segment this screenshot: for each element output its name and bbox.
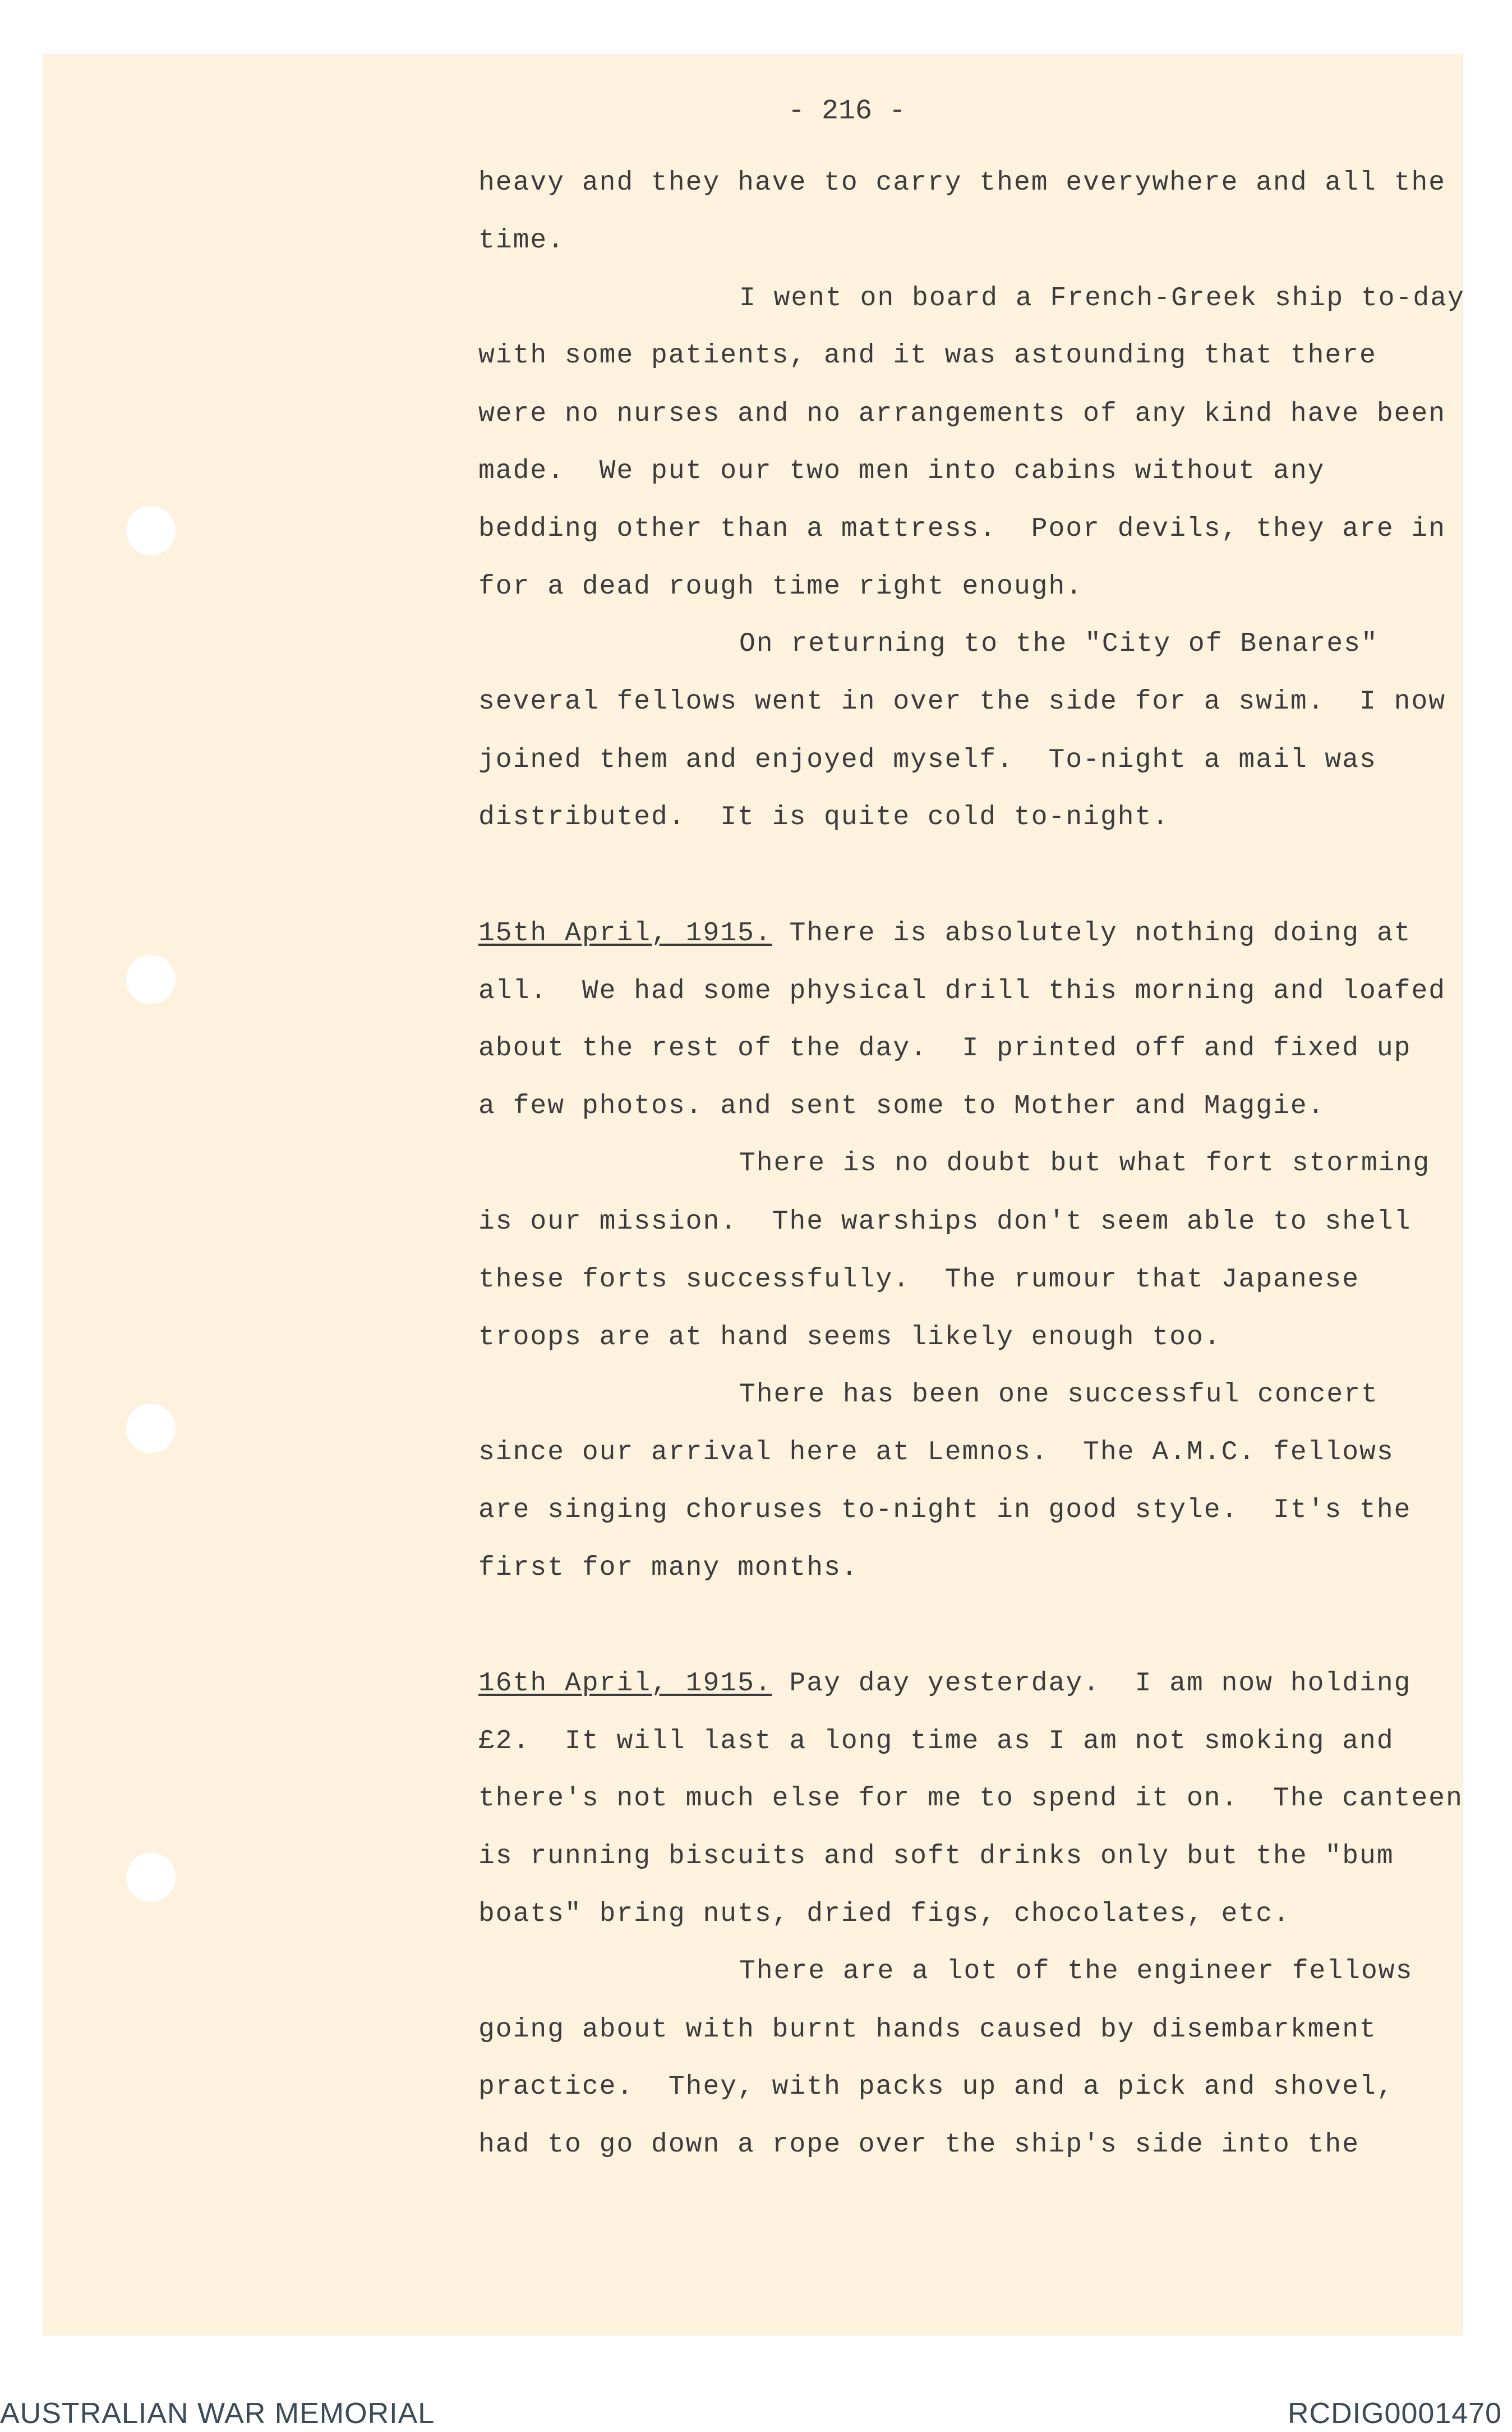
text-line: these forts successfully. The rumour that Japanese	[478, 1265, 1360, 1295]
text-line: about the rest of the day. I printed off and fixed up	[478, 1033, 1412, 1064]
text-line: £2. It will last a long time as I am not smoking and	[478, 1726, 1394, 1757]
text-line: first for many months.	[478, 1553, 859, 1583]
punch-hole	[126, 955, 176, 1004]
punch-hole	[126, 506, 176, 555]
text-line: is running biscuits and soft drinks only but the "bum	[478, 1841, 1394, 1872]
text-line: were no nurses and no arrangements of any kind have been	[478, 399, 1446, 429]
text-line: bedding other than a mattress. Poor devils, they are in	[478, 514, 1446, 544]
entry-date: 15th April, 1915.	[478, 918, 772, 949]
text-line: there's not much else for me to spend it on. The canteen	[478, 1783, 1463, 1814]
entry-text: There is absolutely nothing doing at	[772, 918, 1412, 949]
text-line: time.	[478, 226, 565, 256]
text-line: with some patients, and it was astounding that there	[478, 341, 1377, 371]
document-page	[43, 54, 1463, 2335]
text-line: joined them and enjoyed myself. To-night a mail was	[478, 745, 1377, 775]
diary-entry-16-april	[478, 1670, 1411, 1697]
text-line: There has been one successful concert	[739, 1380, 1379, 1410]
text-line: distributed. It is quite cold to-night.	[478, 802, 1170, 833]
text-line: had to go down a rope over the ship's side into the	[478, 2130, 1360, 2160]
footer-record-id: RCDIG0001470	[1288, 2397, 1502, 2430]
text-line: for a dead rough time right enough.	[478, 572, 1084, 602]
text-line: heavy and they have to carry them everywhere and all the	[478, 168, 1446, 198]
text-line: a few photos. and sent some to Mother and Maggie.	[478, 1091, 1325, 1121]
text-line: practice. They, with packs up and a pick and shovel,	[478, 2072, 1394, 2102]
entry-date: 16th April, 1915.	[478, 1668, 772, 1699]
text-line: all. We had some physical drill this morning and loafed	[478, 976, 1446, 1006]
punch-hole	[126, 1404, 176, 1453]
text-line: are singing choruses to-night in good style. It's the	[478, 1495, 1412, 1525]
text-line: made. We put our two men into cabins without any	[478, 456, 1325, 486]
text-line: I went on board a French-Greek ship to-day	[739, 283, 1465, 314]
text-line: since our arrival here at Lemnos. The A.M.C. fellows	[478, 1437, 1394, 1468]
entry-text: Pay day yesterday. I am now holding	[772, 1668, 1412, 1699]
text-line: There is no doubt but what fort storming	[739, 1148, 1431, 1179]
text-line: going about with burnt hands caused by disembarkment	[478, 2015, 1377, 2045]
text-line: troops are at hand seems likely enough too.	[478, 1322, 1221, 1353]
page-number: - 216 -	[788, 95, 906, 127]
diary-entry-15-april	[478, 920, 1411, 947]
text-line: There are a lot of the engineer fellows	[739, 1956, 1413, 1987]
text-line: On returning to the "City of Benares"	[739, 629, 1379, 659]
text-line: several fellows went in over the side for a swim. I now	[478, 687, 1446, 717]
footer-institution: AUSTRALIAN WAR MEMORIAL	[0, 2397, 435, 2430]
punch-hole	[126, 1852, 176, 1902]
text-line: is our mission. The warships don't seem able to shell	[478, 1207, 1412, 1237]
text-line: boats" bring nuts, dried figs, chocolates, etc.	[478, 1899, 1290, 1929]
